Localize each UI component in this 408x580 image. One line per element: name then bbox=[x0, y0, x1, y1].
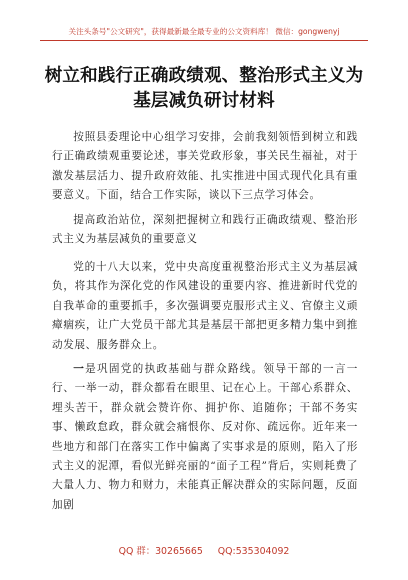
paragraph-body: 党的十八大以来，党中央高度重视整治形式主义为基层减负，将其作为深化党的作风建设的重要内容、推进新时代党的自我革命的重要抓手，多次强调要克服形式主义、官僚主义顽瘴痼疾，让广大党员干部尤其是基层干部把更多精力集中到推动发展、服务群众上。 bbox=[52, 261, 358, 351]
paragraph-point-one bbox=[52, 360, 358, 538]
header-banner: 关注头条号"公文研究"，获得最新最全最专业的公文资料库！ 微信：gongwenyj bbox=[68, 27, 340, 36]
paragraph-intro: 按照县委理论中心组学习安排，会前我刻领悟到树立和践行正确政绩观重要论述，事关党政形象，事关民生福祉，对于激发基层活力、提升政府效能、扎实推进中国式现代化具有重要意义。下面，结合工作实际，谈以下三点学习体会。 bbox=[52, 131, 358, 202]
point-one-lead: 一 bbox=[73, 363, 86, 375]
footer-qq-group: QQ 群：30265665 bbox=[118, 546, 203, 557]
point-one-text: 是巩固党的执政基础与群众路线。领导干部的一言一行、一举一动，群众都看在眼里、记在心上。干部心系群众、埋头苦干，群众就会赞许你、拥护你、追随你；干部不务实事、懒政怠政，群众就会痛恨你、反对你、疏远你。近年来一些地方和部门在落实工作中偏离了实事求是的原则，陷入了形式主义的泥潭，看似光鲜亮丽的“面子工程”背后，实则耗费了大量人力、物力和财力，未能真正解决群众的实际问题，反面加剧 bbox=[52, 363, 358, 511]
document-title-line-2: 基层减负研讨材料 bbox=[133, 91, 275, 111]
footer-contact bbox=[0, 543, 408, 557]
header-divider bbox=[40, 40, 368, 41]
paragraph-section-heading: 提高政治站位，深刻把握树立和践行正确政绩观、整治形式主义为基层减负的重要意义 bbox=[52, 214, 358, 246]
document-title-line-1: 树立和践行正确政绩观、整治形式主义为 bbox=[44, 66, 364, 86]
footer-qq: QQ:535304092 bbox=[217, 546, 290, 557]
